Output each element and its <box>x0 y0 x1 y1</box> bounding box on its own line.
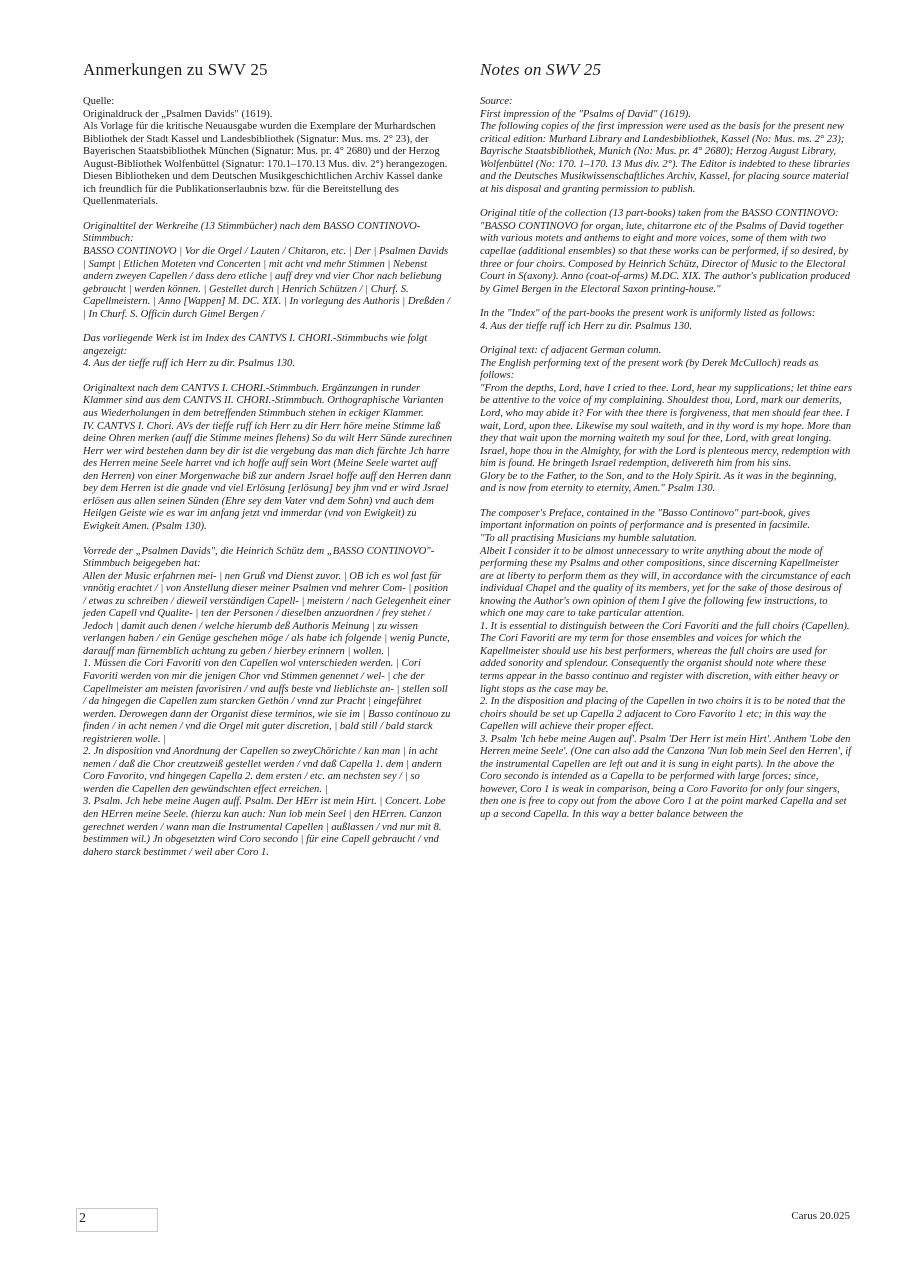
english-source-paragraph: Source: First impression of the "Psalms of David" (1619). The following copies of the first impression were used as the basis for the present new critical edition: Murhard Library and Landesbibliothek, Kassel (No: Mus. ms. 2° 23); Bayrische Staatsbibliothek, Munich (No: Mus. pr. 4° 2680); Herzog August Library, Wolfenbüttel (No: 170. 1–170. 13 Mus div. 2°). The Editor is indebted to these libraries and the Deutsches Musikwissenschaftliches Archiv, Kassel, for placing source material at his disposal and granting permission to publish. <box>480 96 850 195</box>
english-notes-title: Notes on SWV 25 <box>480 60 602 79</box>
english-index-paragraph: In the "Index" of the part-books the present work is uniformly listed as follows: 4. Aus der tieffe ruff ich Herr zu dir. Psalmus 130. <box>480 308 816 332</box>
catalog-number: Carus 20.025 <box>791 1210 850 1222</box>
german-source-paragraph: Quelle: Originaldruck der „Psalmen Davids" (1619). Als Vorlage für die kritische Neuausgabe wurden die Exemplare der Murhardschen Bibliothek der Stadt Kassel und Landesbibliothek (Signatur: Mus. ms. 2° 23), der Bayerischen Staatsbibliothek München (Signatur: Mus. pr. 4° 2680) und der Herzog August-Bibliothek Wolfenbüttel (Signatur: 170.1–170.13 Mus. div. 2°) herangezogen. Diesen Bibliotheken und dem Deutschen Musikgeschichtlichen Archiv Kassel danke ich freundlich für die Publikationserlaubnis bzw. für die Bereitstellung des Quellenmaterials. <box>83 96 448 208</box>
german-index-paragraph: Das vorliegende Werk ist im Index des CANTVS I. CHORI.-Stimmbuchs wie folgt angezeigt: 4. Aus der tieffe ruff ich Herr zu dir. Psalmus 130. <box>83 333 428 370</box>
page-number: 2 <box>76 1208 158 1232</box>
german-original-title-paragraph: Originaltitel der Werkreihe (13 Stimmbücher) nach dem BASSO CONTINOVO-Stimmbuch: BASSO CONTINOVO | Vor die Orgel / Lauten / Chitaron, etc. | Der | Psalmen Davids | Sampt | Etlichen Moteten vnd Concerten | mit acht vnd mehr Stimmen | Nebenst andern zweyen Capellen / dass dero etliche | auff drey vnd vier Chor nach beliebung gebraucht | werden können. | Gestellet durch | Henrich Schützen / | Churf. S. Capellmeistern. | Anno [Wappen] M. DC. XIX. | In vorlegung des Authoris | Dreßden / | In Churf. S. Officin durch Gimel Bergen / <box>83 220 451 320</box>
english-original-title-paragraph: Original title of the collection (13 part-books) taken from the BASSO CONTINOVO: "BASSO CONTINOVO for organ, lute, chitarrone etc of the Psalms of David together with various motets and anthems to eight and more voices, some of them with two capellae (additional ensembles) so that these works can be performed, if so desired, by three or four choirs. Composed by Heinrich Schütz, Director of Music to the Electoral Court in S(axony). Anno (coat-of-arms) M.DC. XIX. The author's publication produced by Gimel Bergen in the Electoral Saxon printing-house." <box>480 208 851 295</box>
english-notes-column <box>480 60 852 834</box>
german-preface-paragraph: Vorrede der „Psalmen Davids", die Heinrich Schütz dem „BASSO CONTINOVO"-Stimmbuch beigegeben hat: Allen der Music erfahrnen mei- | nen Gruß vnd Dienst zuvor. | OB ich es wol fast für vnnötig erachtet / | von Anstellung dieser meiner Psalmen vnd mehrer Com- | position / etwas zu schreiben / dieweil verständigen Capell- | meistern / nach Gelegenheit einer jeden Capell vnd Qualite- | ten der Personen / dieselben anzuordnen / frey stehet / Jedoch | damit auch denen / welche hierumb deß Authoris Meinung | zu wissen verlangen haben / ein Genüge geschehen möge / als habe ich folgende | wenig Puncte, darauff man fürnemblich achtung zu geben / hierbey erinnern | wollen. | 1. Müssen die Cori Favoriti von den Capellen wol vnterschieden werden. | Cori Favoriti werden von mir die jenigen Chor vnd Stimmen genennet / wel- | che der Capellmeister am meisten favorisiren / vnd auffs beste vnd lieblichste an- | stellen soll / da hingegen die Capellen zum starcken Gethön / vnnd zur Pracht | eingeführet werden. Derowegen dann der Organist diese terminos, wie sie im | Basso continouo zu finden / in acht nemen / vnd die Orgel mit guter discretion, | bald still / bald starck registrieren wolle. | 2. Jn disposition vnd Anordnung der Capellen so zweyChörichte / kan man | in acht nemen / daß die Chor creutzweiß gestellet werden / vnd daß Capella 1. dem | andern Coro Favorito, vnd hingegen Capella 2. dem ersten / etc. am nechsten sey / | so werden die Capellen den gewündschten effect erreichen. | 3. Psalm. Jch hebe meine Augen auff. Psalm. Der HErr ist mein Hirt. | Concert. Lobe den HErren meine Seele. (hierzu kan auch: Nun lob mein Seel | den HErren. Canzon gerechnet werden / wann man die Instrumental Capellen | außlassen / vnd nur mit 8. bestimmen wil.) Jn obgesetzten wird Coro secondo | für eine Capell gebraucht / vnd dahero starck bestimmet / weil aber Coro 1. <box>83 545 451 858</box>
german-notes-column <box>83 60 453 871</box>
german-original-text-paragraph: Originaltext nach dem CANTVS I. CHORI.-Stimmbuch. Ergänzungen in runder Klammer sind aus dem CANTVS II. CHORI.-Stimmbuch. Orthographische Varianten aus Wiederholungen in dem betreffenden Stimmbuch stehen in eckiger Klammer. IV. CANTVS I. Chori. AVs der tieffe ruff ich Herr zu dir Herr höre meine Stimme laß deine Ohren merken (auff die Stimme meines flehens) So du wilt Herr Sünde zurechnen Herr wer wird bestehen dann bey dir ist die vergebung das man dich fürchte Jch harre des Herren meine Seele harret vnd ich hoffe auff sein Wort (Meine Seele wartet auff den Herren) von einer Morgenwache biß zur andern Jsrael hoffe auff den Herren dann bey dem Herren ist die gnade vnd viel Erlösung [erlösung] bey jhm vnd er wird Jsrael erlösen aus allen seinen Sünden (Ehre sey dem Vater vnd dem Sohn) vnd auch dem Heilgen Geiste wie es war im anfang jetzt vnd immerdar (vnd von Ewigkeit) zu Ewigkeit Amen. (Psalm 130). <box>83 382 453 532</box>
english-performing-text-paragraph: Original text: cf adjacent German column. The English performing text of the present work (by Derek McCulloch) reads as follows: "From the depths, Lord, have I cried to thee. Lord, hear my supplications; let thine ears be attentive to the voice of my complaining. Shouldest thou, Lord, mark our demerits, Lord, who may abide it? For with thee there is forgiveness, that men should fear thee. I wait, Lord, upon thee. Likewise my soul waiteth, and in thy word is my hope. More than they that wait upon the morning waiteth my soul for thee, Lord, with great longing. Israel, hope thou in the Almighty, for with the Lord is plenteous mercy, redemption with him is found. He bringeth Israel redemption, delivereth him from his sins. Glory be to the Father, to the Son, and to the Holy Spirit. As it was in the beginning, and is now from eternity to eternity, Amen." Psalm 130. <box>480 345 852 495</box>
german-notes-title: Anmerkungen zu SWV 25 <box>83 60 268 79</box>
english-preface-paragraph: The composer's Preface, contained in the "Basso Continovo" part-book, gives important information on points of performance and is presented in facsimile. "To all practising Musicians my humble salutation. Albeit I consider it to be almost unnecessary to write anything about the mode of performing these my Psalms and other compositions, since discerning Kapellmeister are at liberty to perform them as they will, in accordance with the circumstance of each individual Chapel and the quality of its members, yet for the sake of those desirous of knowing the Author's own opinion of them I give the following few instructions, to which one may care to take particular attention. 1. It is essential to distinguish between the Cori Favoriti and the full choirs (Capellen). The Cori Favoriti are my term for those ensembles and voices for which the Kapellmeister should use his best performers, whereas the full choirs are used for added sonority and splendour. Consequently the organist should note where these terms appear in the basso continuo and register with discretion, with either heavy or light stops as the case may be. 2. In the disposition and placing of the Capellen in two choirs it is to be noted that the choirs should be set up Capella 2 adjacent to Coro Favorito 1 etc; in this way the Capellen will achieve their proper effect. 3. Psalm 'Ich hebe meine Augen auf'. Psalm 'Der Herr ist mein Hirt'. Anthem 'Lobe den Herren meine Seele'. (One can also add the Canzona 'Nun lob mein Seel den Herren', if the instrumental Capellen are left out and it is sung in eight parts). In the above the Coro secondo is intended as a Capella to be performed with large forces; since, however, Coro 1 is weak in comparison, being a Coro Favorito for only four singers, then one is free to copy out from the above Coro 1 at the point marked Capella and set up a second Capella. In this way a better balance between the <box>480 507 852 820</box>
